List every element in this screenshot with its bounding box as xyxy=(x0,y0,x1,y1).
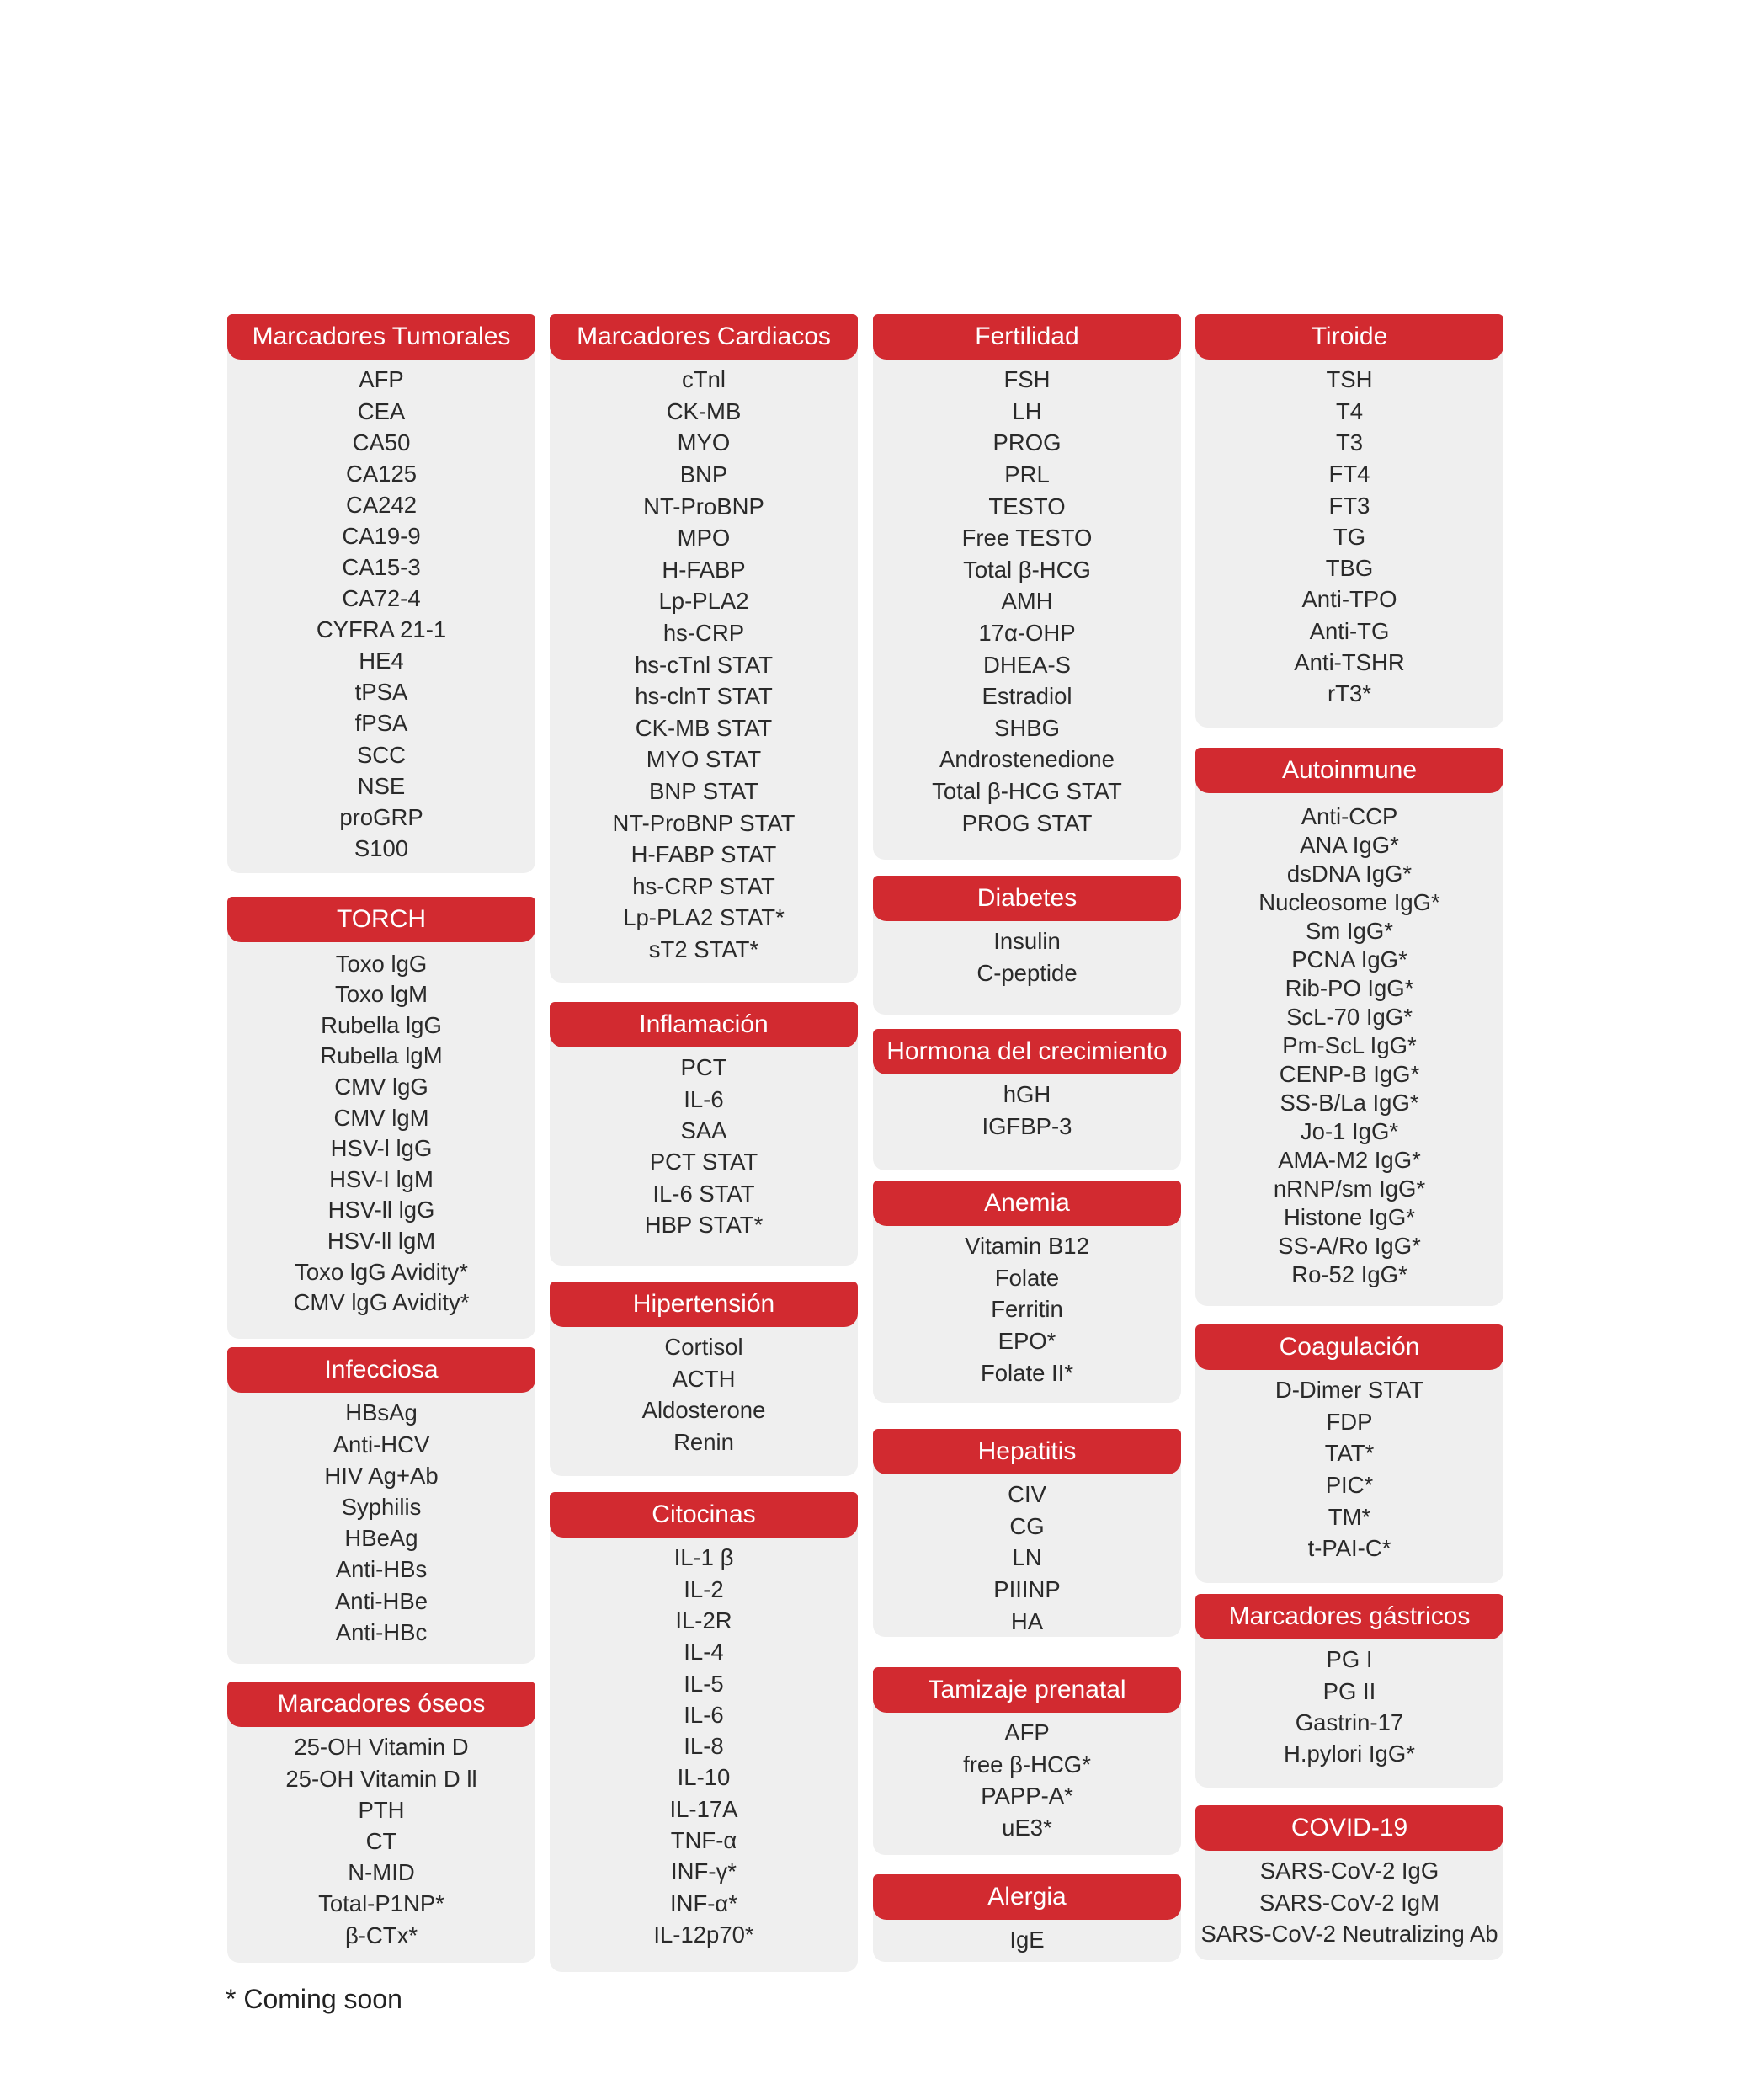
test-item: D-Dimer STAT xyxy=(1274,1377,1424,1404)
test-item: TM* xyxy=(1328,1503,1371,1530)
test-item: MPO xyxy=(677,525,731,552)
test-list xyxy=(227,1731,535,1950)
test-item: Anti-CCP xyxy=(1301,803,1398,829)
test-item: LN xyxy=(1012,1544,1042,1571)
test-item: CK-MB xyxy=(666,397,742,424)
test-item: SCC xyxy=(356,741,407,768)
category-title: Autoinmune xyxy=(1195,748,1503,793)
test-item: hs-CRP xyxy=(662,619,745,646)
test-item: IGFBP-3 xyxy=(982,1112,1072,1139)
test-item: HA xyxy=(1010,1607,1044,1634)
test-list xyxy=(873,1717,1181,1843)
test-item: AFP xyxy=(1004,1719,1050,1746)
category-title: Citocinas xyxy=(550,1492,858,1538)
test-item: Rib-PO IgG* xyxy=(1285,975,1414,1001)
test-list xyxy=(550,1052,858,1240)
test-item: Ro-52 IgG* xyxy=(1291,1261,1407,1287)
test-item: IL-2 xyxy=(684,1575,724,1602)
category-card xyxy=(873,1667,1181,1855)
category-title: Marcadores gástricos xyxy=(1195,1594,1503,1639)
test-item: CA242 xyxy=(345,491,418,518)
test-item: Syphilis xyxy=(341,1493,422,1520)
test-item: SARS-CoV-2 IgM xyxy=(1259,1889,1439,1916)
category-title: Anemia xyxy=(873,1181,1181,1226)
test-item: Anti-TG xyxy=(1309,617,1390,644)
test-item: PIIINP xyxy=(993,1575,1061,1602)
category-title: Hepatitis xyxy=(873,1429,1181,1474)
test-item: HBsAg xyxy=(345,1399,418,1426)
category-card xyxy=(550,1002,858,1266)
test-item: CA72-4 xyxy=(342,585,421,612)
test-item: SS-A/Ro IgG* xyxy=(1278,1233,1421,1259)
test-item: Sm IgG* xyxy=(1306,918,1393,944)
test-item: N-MID xyxy=(348,1859,415,1886)
test-item: CK-MB STAT xyxy=(635,714,773,741)
test-item: HIV Ag+Ab xyxy=(324,1462,439,1489)
test-item: free β-HCG* xyxy=(963,1751,1091,1778)
test-list xyxy=(873,364,1181,839)
category-card xyxy=(550,314,858,983)
test-item: Toxo lgG xyxy=(335,950,428,977)
test-item: PG I xyxy=(1326,1646,1373,1673)
category-card xyxy=(227,314,535,873)
test-item: PCT STAT xyxy=(649,1149,758,1175)
test-item: SHBG xyxy=(994,714,1060,741)
test-item: PCT xyxy=(680,1054,727,1081)
test-list xyxy=(873,1924,1181,1956)
test-item: hs-clnT STAT xyxy=(635,683,773,710)
category-card xyxy=(873,1029,1181,1170)
test-item: IL-5 xyxy=(684,1670,724,1697)
test-item: S100 xyxy=(354,834,409,861)
test-item: NSE xyxy=(357,772,406,799)
test-list xyxy=(1195,802,1503,1289)
category-card xyxy=(873,1429,1181,1637)
test-item: INF-γ* xyxy=(671,1858,737,1885)
test-item: CMV lgG xyxy=(334,1074,428,1101)
test-item: Ferritin xyxy=(991,1296,1063,1323)
test-item: Folate xyxy=(994,1264,1060,1291)
test-item: Gastrin-17 xyxy=(1295,1708,1404,1735)
test-item: IL-8 xyxy=(684,1733,724,1760)
test-list xyxy=(550,364,858,965)
test-item: FT3 xyxy=(1328,492,1370,519)
test-item: HSV-ll lgM xyxy=(327,1228,436,1255)
test-list xyxy=(1195,364,1503,709)
category-card xyxy=(1195,1594,1503,1788)
test-item: IL-2R xyxy=(675,1607,732,1634)
test-item: Insulin xyxy=(993,928,1061,955)
test-item: HSV-I lgM xyxy=(329,1165,434,1192)
test-item: TBG xyxy=(1325,555,1374,582)
test-item: IL-17A xyxy=(669,1795,738,1822)
test-list xyxy=(873,1479,1181,1637)
test-item: Folate II* xyxy=(980,1359,1074,1386)
test-item: 25-OH Vitamin D xyxy=(294,1734,469,1761)
test-item: cTnl xyxy=(682,366,726,393)
test-list xyxy=(1195,1644,1503,1769)
test-item: Aldosterone xyxy=(641,1397,766,1424)
category-card xyxy=(550,1282,858,1476)
test-item: MYO xyxy=(677,429,731,456)
category-card xyxy=(227,1347,535,1664)
test-list xyxy=(227,364,535,864)
test-item: Anti-HCV xyxy=(333,1431,430,1458)
test-item: Lp-PLA2 STAT* xyxy=(623,904,785,931)
test-item: CYFRA 21-1 xyxy=(316,616,447,643)
test-item: PAPP-A* xyxy=(981,1783,1073,1810)
test-item: TG xyxy=(1333,523,1366,550)
test-item: TSH xyxy=(1326,366,1373,393)
category-card xyxy=(1195,1805,1503,1960)
test-list xyxy=(873,925,1181,989)
test-item: HBeAg xyxy=(344,1525,418,1552)
category-title: Tiroide xyxy=(1195,314,1503,360)
test-item: PTH xyxy=(358,1796,405,1823)
test-item: CEA xyxy=(357,397,406,424)
test-item: IL-12p70* xyxy=(653,1921,754,1948)
test-item: Anti-TSHR xyxy=(1294,649,1405,676)
test-item: C-peptide xyxy=(976,959,1078,986)
category-title: Marcadores óseos xyxy=(227,1682,535,1727)
test-item: nRNP/sm IgG* xyxy=(1273,1175,1426,1202)
test-item: FSH xyxy=(1003,366,1051,393)
test-item: Toxo lgM xyxy=(334,981,428,1008)
category-title: Hormona del crecimiento xyxy=(873,1029,1181,1074)
test-item: Renin xyxy=(673,1428,734,1455)
test-item: 25-OH Vitamin D ll xyxy=(285,1765,477,1792)
test-item: T4 xyxy=(1335,397,1364,424)
test-item: HSV-ll lgG xyxy=(327,1197,435,1223)
test-item: rT3* xyxy=(1328,680,1371,707)
test-item: SARS-CoV-2 IgG xyxy=(1259,1857,1439,1884)
category-title: Hipertensión xyxy=(550,1282,858,1327)
test-item: CA125 xyxy=(345,460,418,487)
test-item: CT xyxy=(365,1827,397,1854)
test-item: INF-α* xyxy=(669,1889,738,1916)
test-item: β-CTx* xyxy=(344,1921,418,1948)
test-item: IL-4 xyxy=(684,1639,724,1666)
test-item: Anti-HBc xyxy=(335,1618,428,1645)
test-item: PROG STAT xyxy=(961,809,1093,836)
test-list xyxy=(1195,1855,1503,1950)
test-item: fPSA xyxy=(354,710,408,737)
test-item: H-FABP xyxy=(662,556,746,583)
test-item: CMV lgG Avidity* xyxy=(293,1289,470,1316)
category-card xyxy=(227,1682,535,1963)
test-item: SAA xyxy=(680,1117,727,1143)
test-item: AMA-M2 IgG* xyxy=(1278,1147,1421,1173)
category-card xyxy=(227,897,535,1339)
test-item: Anti-HBs xyxy=(335,1556,428,1583)
test-item: HBP STAT* xyxy=(644,1211,764,1238)
category-title: COVID-19 xyxy=(1195,1805,1503,1851)
test-item: Total-P1NP* xyxy=(318,1890,444,1917)
category-title: Fertilidad xyxy=(873,314,1181,360)
test-item: hs-CRP STAT xyxy=(632,872,775,899)
test-item: hs-cTnl STAT xyxy=(635,651,773,678)
test-item: IL-6 xyxy=(684,1701,724,1728)
test-item: Nucleosome IgG* xyxy=(1258,889,1440,915)
test-list xyxy=(227,949,535,1319)
test-item: AFP xyxy=(359,366,404,393)
test-item: PIC* xyxy=(1325,1471,1374,1498)
category-card xyxy=(1195,748,1503,1306)
test-item: Histone IgG* xyxy=(1284,1204,1415,1230)
test-item: CA19-9 xyxy=(342,522,421,549)
test-item: HSV-l lgG xyxy=(330,1135,433,1162)
test-item: Pm-ScL IgG* xyxy=(1282,1032,1417,1058)
test-item: NT-ProBNP xyxy=(643,493,764,520)
test-item: Anti-TPO xyxy=(1301,586,1397,613)
category-card xyxy=(1195,314,1503,728)
test-item: CA50 xyxy=(352,429,411,456)
test-item: CA15-3 xyxy=(342,554,421,580)
test-item: BNP STAT xyxy=(649,777,758,804)
test-item: CENP-B IgG* xyxy=(1279,1061,1420,1087)
test-item: T3 xyxy=(1335,429,1364,456)
test-item: PROG xyxy=(992,429,1062,456)
test-item: Cortisol xyxy=(664,1334,743,1361)
test-item: CG xyxy=(1009,1512,1045,1539)
test-item: BNP xyxy=(679,461,728,488)
coming-soon-note: * Coming soon xyxy=(226,1984,402,2014)
category-title: Coagulación xyxy=(1195,1324,1503,1370)
test-item: IL-1 β xyxy=(673,1544,734,1571)
test-item: CIV xyxy=(1008,1481,1046,1508)
test-item: SS-B/La IgG* xyxy=(1280,1090,1419,1116)
category-title: TORCH xyxy=(227,897,535,942)
test-item: Estradiol xyxy=(982,683,1072,710)
test-item: tPSA xyxy=(354,679,408,706)
test-list xyxy=(550,1331,858,1458)
category-card xyxy=(873,1874,1181,1962)
test-item: proGRP xyxy=(339,803,423,830)
category-card xyxy=(873,876,1181,1015)
test-item: FT4 xyxy=(1328,461,1370,488)
test-item: ANA IgG* xyxy=(1300,832,1399,858)
category-card xyxy=(873,1181,1181,1403)
test-item: ScL-70 IgG* xyxy=(1286,1004,1413,1030)
test-item: 17α-OHP xyxy=(978,619,1076,646)
test-item: IL-10 xyxy=(677,1764,731,1791)
category-card xyxy=(873,314,1181,860)
test-item: Jo-1 IgG* xyxy=(1300,1118,1399,1144)
test-item: Free TESTO xyxy=(961,525,1093,552)
category-title: Inflamación xyxy=(550,1002,858,1047)
test-item: PRL xyxy=(1004,461,1050,488)
category-title: Tamizaje prenatal xyxy=(873,1667,1181,1713)
category-title: Marcadores Cardiacos xyxy=(550,314,858,360)
test-item: dsDNA IgG* xyxy=(1286,861,1413,887)
test-item: PG II xyxy=(1322,1677,1376,1704)
category-title: Alergia xyxy=(873,1874,1181,1920)
test-item: Androstenedione xyxy=(939,746,1115,773)
test-item: H-FABP STAT xyxy=(631,841,777,868)
category-title: Marcadores Tumorales xyxy=(227,314,535,360)
category-title: Diabetes xyxy=(873,876,1181,921)
test-item: IL-6 STAT xyxy=(652,1180,755,1207)
test-list xyxy=(873,1079,1181,1142)
test-item: t-PAI-C* xyxy=(1307,1535,1391,1562)
test-list xyxy=(1195,1374,1503,1564)
test-item: ACTH xyxy=(672,1365,736,1392)
category-title: Infecciosa xyxy=(227,1347,535,1393)
test-item: TAT* xyxy=(1324,1440,1375,1467)
test-item: TESTO xyxy=(988,493,1066,520)
test-item: IL-6 xyxy=(684,1085,724,1112)
test-list xyxy=(227,1397,535,1648)
test-list xyxy=(550,1542,858,1950)
test-item: CMV lgM xyxy=(333,1104,429,1131)
category-card xyxy=(550,1492,858,1972)
test-item: Lp-PLA2 xyxy=(658,588,749,615)
test-item: Rubella lgG xyxy=(321,1011,442,1038)
test-item: Toxo lgG Avidity* xyxy=(295,1258,468,1285)
test-item: H.pylori IgG* xyxy=(1284,1740,1415,1767)
test-item: hGH xyxy=(1003,1081,1051,1108)
test-item: AMH xyxy=(1001,588,1053,615)
test-item: NT-ProBNP STAT xyxy=(612,809,796,836)
test-item: Vitamin B12 xyxy=(965,1233,1089,1260)
test-item: LH xyxy=(1012,397,1042,424)
test-item: FDP xyxy=(1326,1408,1373,1435)
test-item: uE3* xyxy=(1002,1814,1052,1841)
test-item: EPO* xyxy=(998,1327,1056,1354)
test-item: HE4 xyxy=(359,648,404,674)
test-item: Total β-HCG xyxy=(963,556,1091,583)
test-item: Anti-HBe xyxy=(334,1587,428,1614)
test-item: MYO STAT xyxy=(646,746,762,773)
test-item: Rubella lgM xyxy=(320,1042,443,1069)
test-list xyxy=(873,1230,1181,1388)
category-card xyxy=(1195,1324,1503,1583)
test-item: Total β-HCG STAT xyxy=(932,777,1122,804)
test-item: IgE xyxy=(1009,1927,1045,1953)
test-item: DHEA-S xyxy=(983,651,1071,678)
test-item: PCNA IgG* xyxy=(1291,946,1407,973)
test-item: sT2 STAT* xyxy=(648,935,759,962)
test-item: SARS-CoV-2 Neutralizing Ab xyxy=(1200,1921,1498,1948)
test-item: TNF-α xyxy=(670,1827,737,1854)
